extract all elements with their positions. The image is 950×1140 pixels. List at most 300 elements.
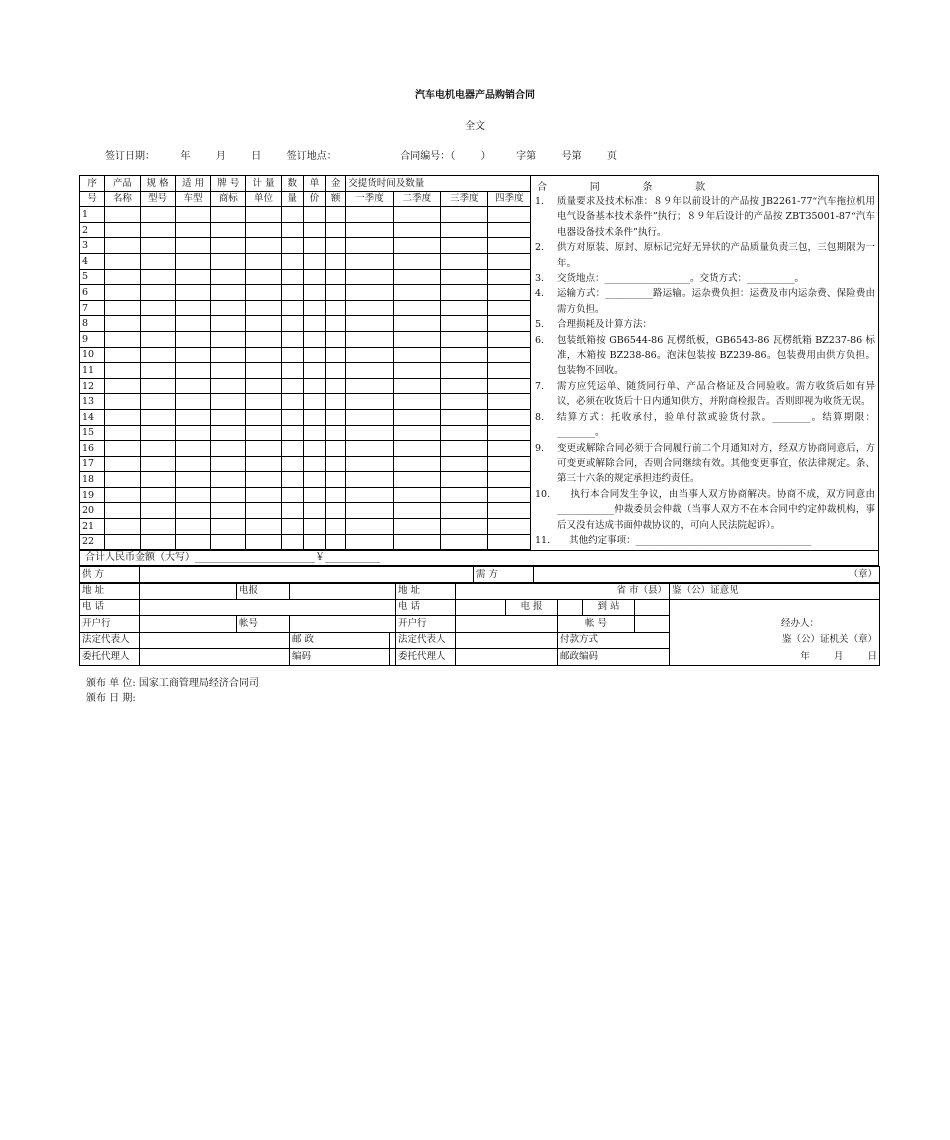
- table-cell[interactable]: [281, 534, 303, 550]
- table-cell[interactable]: [105, 503, 140, 519]
- table-cell[interactable]: [393, 238, 440, 254]
- table-cell[interactable]: [441, 331, 488, 347]
- table-cell[interactable]: [175, 253, 210, 269]
- table-cell[interactable]: [346, 222, 393, 238]
- table-cell[interactable]: [303, 331, 325, 347]
- table-cell[interactable]: [246, 487, 281, 503]
- table-cell[interactable]: [281, 409, 303, 425]
- table-row: [80, 285, 531, 301]
- table-cell[interactable]: [105, 534, 140, 550]
- table-cell[interactable]: [211, 425, 246, 441]
- table-cell[interactable]: [488, 534, 531, 550]
- table-cell[interactable]: [326, 472, 346, 488]
- table-cell[interactable]: [303, 534, 325, 550]
- table-cell[interactable]: [281, 487, 303, 503]
- table-cell[interactable]: [211, 363, 246, 379]
- table-cell[interactable]: [140, 425, 175, 441]
- table-cell[interactable]: [326, 519, 346, 535]
- table-cell[interactable]: [441, 456, 488, 472]
- table-cell[interactable]: [175, 363, 210, 379]
- table-cell[interactable]: [281, 316, 303, 332]
- table-cell[interactable]: [346, 503, 393, 519]
- table-cell[interactable]: [346, 269, 393, 285]
- table-cell[interactable]: [140, 394, 175, 410]
- table-cell[interactable]: [326, 456, 346, 472]
- table-cell[interactable]: [246, 363, 281, 379]
- table-cell[interactable]: [326, 487, 346, 503]
- table-cell[interactable]: [393, 222, 440, 238]
- table-cell[interactable]: [211, 534, 246, 550]
- table-cell[interactable]: [393, 269, 440, 285]
- table-cell[interactable]: [326, 394, 346, 410]
- table-cell[interactable]: [175, 472, 210, 488]
- table-cell[interactable]: [246, 331, 281, 347]
- table-cell[interactable]: [211, 472, 246, 488]
- table-cell[interactable]: [346, 238, 393, 254]
- table-cell[interactable]: [303, 238, 325, 254]
- table-cell[interactable]: [393, 409, 440, 425]
- table-cell[interactable]: [246, 394, 281, 410]
- table-cell[interactable]: [246, 378, 281, 394]
- table-cell[interactable]: [281, 347, 303, 363]
- table-cell[interactable]: [393, 503, 440, 519]
- table-cell[interactable]: [441, 534, 488, 550]
- table-cell[interactable]: [346, 207, 393, 223]
- table-cell[interactable]: [211, 441, 246, 457]
- table-cell[interactable]: [488, 519, 531, 535]
- table-cell[interactable]: [175, 456, 210, 472]
- table-cell[interactable]: [393, 347, 440, 363]
- table-cell[interactable]: [175, 269, 210, 285]
- table-cell[interactable]: [393, 207, 440, 223]
- table-cell[interactable]: [488, 207, 531, 223]
- table-cell[interactable]: [246, 425, 281, 441]
- supplier-phone-label: 电 话: [80, 599, 140, 616]
- table-cell[interactable]: [346, 441, 393, 457]
- table-cell[interactable]: [303, 253, 325, 269]
- notary-opinion: 鉴（公）证意见: [670, 583, 880, 600]
- table-cell[interactable]: [346, 394, 393, 410]
- table-cell[interactable]: [175, 441, 210, 457]
- table-cell[interactable]: [441, 394, 488, 410]
- table-cell[interactable]: [175, 222, 210, 238]
- table-cell[interactable]: [488, 222, 531, 238]
- table-cell[interactable]: [246, 519, 281, 535]
- table-cell[interactable]: [246, 441, 281, 457]
- table-cell[interactable]: [175, 394, 210, 410]
- table-cell[interactable]: [211, 238, 246, 254]
- page-subtitle: 全文: [465, 121, 485, 132]
- table-cell[interactable]: [105, 253, 140, 269]
- table-cell[interactable]: [488, 347, 531, 363]
- table-cell[interactable]: [441, 238, 488, 254]
- table-cell[interactable]: [211, 300, 246, 316]
- table-cell[interactable]: [441, 472, 488, 488]
- table-cell[interactable]: [303, 519, 325, 535]
- table-cell[interactable]: [140, 253, 175, 269]
- table-cell[interactable]: [105, 316, 140, 332]
- table-cell[interactable]: [303, 487, 325, 503]
- table-cell[interactable]: [246, 222, 281, 238]
- table-cell[interactable]: [393, 253, 440, 269]
- table-cell[interactable]: [281, 456, 303, 472]
- table-cell[interactable]: [140, 409, 175, 425]
- table-cell[interactable]: [326, 285, 346, 301]
- table-cell[interactable]: [488, 472, 531, 488]
- table-cell[interactable]: [105, 347, 140, 363]
- term-number: 5.: [535, 319, 545, 331]
- table-cell[interactable]: [281, 441, 303, 457]
- table-cell[interactable]: [246, 534, 281, 550]
- table-cell[interactable]: [211, 347, 246, 363]
- table-cell[interactable]: [326, 238, 346, 254]
- table-cell[interactable]: [393, 487, 440, 503]
- table-cell[interactable]: [441, 503, 488, 519]
- table-cell[interactable]: [393, 394, 440, 410]
- table-cell[interactable]: [326, 316, 346, 332]
- table-cell[interactable]: [105, 409, 140, 425]
- table-cell[interactable]: [140, 503, 175, 519]
- table-cell[interactable]: [175, 519, 210, 535]
- table-cell[interactable]: [346, 331, 393, 347]
- table-cell[interactable]: [175, 331, 210, 347]
- table-cell[interactable]: [105, 285, 140, 301]
- table-cell[interactable]: [281, 519, 303, 535]
- row-number: 9: [80, 331, 105, 347]
- table-cell[interactable]: [246, 253, 281, 269]
- table-cell[interactable]: [346, 378, 393, 394]
- table-cell[interactable]: [303, 425, 325, 441]
- table-cell[interactable]: [140, 347, 175, 363]
- table-cell[interactable]: [346, 519, 393, 535]
- table-cell[interactable]: [488, 238, 531, 254]
- table-cell[interactable]: [393, 425, 440, 441]
- supplier-address-field[interactable]: [140, 583, 237, 600]
- table-cell[interactable]: [175, 300, 210, 316]
- table-cell[interactable]: [105, 394, 140, 410]
- table-cell[interactable]: [211, 519, 246, 535]
- table-cell[interactable]: [105, 456, 140, 472]
- table-cell[interactable]: [303, 363, 325, 379]
- table-cell[interactable]: [140, 207, 175, 223]
- table-cell[interactable]: [346, 456, 393, 472]
- buyer-legal-rep-field[interactable]: [456, 632, 558, 649]
- party-table: [79, 566, 880, 584]
- table-cell[interactable]: [246, 269, 281, 285]
- table-cell[interactable]: [326, 347, 346, 363]
- table-cell[interactable]: [140, 441, 175, 457]
- table-cell[interactable]: [346, 472, 393, 488]
- table-cell[interactable]: [488, 394, 531, 410]
- table-cell[interactable]: [326, 269, 346, 285]
- table-cell[interactable]: [281, 394, 303, 410]
- table-cell[interactable]: [488, 503, 531, 519]
- buyer-account-field[interactable]: [635, 616, 670, 633]
- table-cell[interactable]: [140, 519, 175, 535]
- table-cell[interactable]: [281, 503, 303, 519]
- table-cell[interactable]: [246, 503, 281, 519]
- table-cell[interactable]: [346, 285, 393, 301]
- table-cell[interactable]: [441, 441, 488, 457]
- table-cell[interactable]: [105, 238, 140, 254]
- table-cell[interactable]: [303, 347, 325, 363]
- goods-table: [79, 175, 531, 550]
- table-cell[interactable]: [346, 253, 393, 269]
- table-cell[interactable]: [281, 207, 303, 223]
- table-cell[interactable]: [211, 331, 246, 347]
- table-cell[interactable]: [105, 487, 140, 503]
- table-cell[interactable]: [346, 409, 393, 425]
- table-cell[interactable]: [211, 269, 246, 285]
- table-cell[interactable]: [281, 300, 303, 316]
- buyer-bank-field[interactable]: [456, 616, 558, 633]
- table-cell[interactable]: [346, 534, 393, 550]
- table-cell[interactable]: [441, 425, 488, 441]
- table-cell[interactable]: [211, 222, 246, 238]
- table-cell[interactable]: [211, 409, 246, 425]
- table-cell[interactable]: [346, 425, 393, 441]
- payment-method-label: 付款方式: [558, 632, 670, 649]
- table-cell[interactable]: [281, 425, 303, 441]
- term-number: 3.: [535, 273, 545, 285]
- supplier-address-label: 地 址: [80, 583, 140, 600]
- table-cell[interactable]: [346, 300, 393, 316]
- table-cell[interactable]: [488, 253, 531, 269]
- table-cell[interactable]: [441, 519, 488, 535]
- table-cell[interactable]: [303, 285, 325, 301]
- table-cell[interactable]: [441, 409, 488, 425]
- table-cell[interactable]: [246, 285, 281, 301]
- table-cell[interactable]: [140, 269, 175, 285]
- notary-date: 年 月 日: [670, 649, 880, 666]
- table-cell[interactable]: [488, 487, 531, 503]
- table-cell[interactable]: [393, 456, 440, 472]
- table-cell[interactable]: [488, 316, 531, 332]
- table-cell[interactable]: [441, 300, 488, 316]
- table-cell[interactable]: [346, 347, 393, 363]
- buyer-station-field[interactable]: [635, 599, 670, 616]
- table-cell[interactable]: [326, 409, 346, 425]
- quarter-header: 四季度: [488, 191, 531, 207]
- table-cell[interactable]: [326, 534, 346, 550]
- table-cell[interactable]: [140, 331, 175, 347]
- table-cell[interactable]: [105, 207, 140, 223]
- table-cell[interactable]: [281, 253, 303, 269]
- table-cell[interactable]: [303, 456, 325, 472]
- table-cell[interactable]: [281, 269, 303, 285]
- table-cell[interactable]: [175, 347, 210, 363]
- table-cell[interactable]: [105, 363, 140, 379]
- table-cell[interactable]: [281, 238, 303, 254]
- table-cell[interactable]: [281, 222, 303, 238]
- table-cell[interactable]: [246, 409, 281, 425]
- table-cell[interactable]: [175, 503, 210, 519]
- table-cell[interactable]: [140, 487, 175, 503]
- term-number: 1.: [535, 196, 545, 207]
- table-cell[interactable]: [175, 487, 210, 503]
- buyer-postcode-label: 邮政编码: [558, 649, 670, 666]
- agent-person: 经办人：: [670, 616, 880, 633]
- table-cell[interactable]: [140, 378, 175, 394]
- table-cell[interactable]: [393, 441, 440, 457]
- table-cell[interactable]: [441, 347, 488, 363]
- table-cell[interactable]: [175, 238, 210, 254]
- buyer-telegram-field[interactable]: [558, 599, 583, 616]
- table-cell[interactable]: [488, 331, 531, 347]
- table-cell[interactable]: [140, 285, 175, 301]
- table-cell[interactable]: [246, 472, 281, 488]
- table-row: [80, 425, 531, 441]
- table-cell[interactable]: [326, 253, 346, 269]
- table-cell[interactable]: [211, 207, 246, 223]
- supplier-field[interactable]: [140, 567, 474, 584]
- table-cell[interactable]: [246, 207, 281, 223]
- row-number: 22: [80, 534, 105, 550]
- table-cell[interactable]: [175, 285, 210, 301]
- table-cell[interactable]: [246, 300, 281, 316]
- table-cell[interactable]: [488, 269, 531, 285]
- row-number: 11: [80, 363, 105, 379]
- table-cell[interactable]: [105, 519, 140, 535]
- table-cell[interactable]: [393, 534, 440, 550]
- table-cell[interactable]: [211, 456, 246, 472]
- table-cell[interactable]: [140, 534, 175, 550]
- table-cell[interactable]: [303, 409, 325, 425]
- table-cell[interactable]: [393, 285, 440, 301]
- table-cell[interactable]: [393, 331, 440, 347]
- table-cell[interactable]: [393, 363, 440, 379]
- table-cell[interactable]: [393, 300, 440, 316]
- table-cell[interactable]: [105, 300, 140, 316]
- table-cell[interactable]: [326, 425, 346, 441]
- table-cell[interactable]: [211, 253, 246, 269]
- table-cell[interactable]: [303, 441, 325, 457]
- table-cell[interactable]: [211, 316, 246, 332]
- buyer-phone-field[interactable]: [456, 599, 506, 616]
- table-cell[interactable]: [441, 253, 488, 269]
- table-cell[interactable]: [393, 378, 440, 394]
- table-cell[interactable]: [140, 222, 175, 238]
- table-cell[interactable]: [346, 363, 393, 379]
- supplier-proxy-field[interactable]: [140, 649, 290, 666]
- table-cell[interactable]: [140, 472, 175, 488]
- table-cell[interactable]: [175, 534, 210, 550]
- table-cell[interactable]: [326, 222, 346, 238]
- table-cell[interactable]: [393, 472, 440, 488]
- table-cell[interactable]: [303, 378, 325, 394]
- table-cell[interactable]: [303, 222, 325, 238]
- table-cell[interactable]: [346, 316, 393, 332]
- table-cell[interactable]: [441, 316, 488, 332]
- table-cell[interactable]: [140, 456, 175, 472]
- table-cell[interactable]: [281, 472, 303, 488]
- table-cell[interactable]: [303, 503, 325, 519]
- table-cell[interactable]: [303, 207, 325, 223]
- table-cell[interactable]: [488, 378, 531, 394]
- table-cell[interactable]: [326, 300, 346, 316]
- supplier-phone-field[interactable]: [140, 599, 396, 616]
- table-cell[interactable]: [488, 456, 531, 472]
- table-cell[interactable]: [175, 425, 210, 441]
- table-cell[interactable]: [488, 300, 531, 316]
- table-cell[interactable]: [281, 331, 303, 347]
- table-cell[interactable]: [326, 331, 346, 347]
- table-cell[interactable]: [441, 363, 488, 379]
- table-cell[interactable]: [488, 285, 531, 301]
- table-cell[interactable]: [441, 207, 488, 223]
- table-cell[interactable]: [246, 456, 281, 472]
- table-cell[interactable]: [303, 472, 325, 488]
- table-cell[interactable]: [441, 269, 488, 285]
- table-cell[interactable]: [303, 269, 325, 285]
- table-cell[interactable]: [326, 503, 346, 519]
- table-cell[interactable]: [105, 472, 140, 488]
- table-cell[interactable]: [441, 378, 488, 394]
- table-cell[interactable]: [488, 425, 531, 441]
- table-cell[interactable]: [441, 285, 488, 301]
- table-cell[interactable]: [140, 300, 175, 316]
- table-cell[interactable]: [441, 487, 488, 503]
- table-cell[interactable]: [281, 363, 303, 379]
- table-cell[interactable]: [246, 238, 281, 254]
- table-cell[interactable]: [303, 300, 325, 316]
- table-cell[interactable]: [303, 316, 325, 332]
- table-cell[interactable]: [105, 441, 140, 457]
- supplier-telegram-field[interactable]: [290, 583, 396, 600]
- table-cell[interactable]: [393, 316, 440, 332]
- table-cell[interactable]: [211, 394, 246, 410]
- table-cell[interactable]: [211, 378, 246, 394]
- table-cell[interactable]: [140, 238, 175, 254]
- table-row: [80, 300, 531, 316]
- table-cell[interactable]: [211, 487, 246, 503]
- table-cell[interactable]: [281, 378, 303, 394]
- table-cell[interactable]: [303, 394, 325, 410]
- supplier-account-field[interactable]: [290, 616, 396, 633]
- table-cell[interactable]: [140, 316, 175, 332]
- table-cell[interactable]: [441, 222, 488, 238]
- table-cell[interactable]: [211, 285, 246, 301]
- table-cell[interactable]: [175, 316, 210, 332]
- supplier-legal-rep-field[interactable]: [140, 632, 290, 649]
- table-cell[interactable]: [175, 409, 210, 425]
- table-cell[interactable]: [246, 347, 281, 363]
- table-cell[interactable]: [105, 425, 140, 441]
- table-cell[interactable]: [393, 519, 440, 535]
- table-cell[interactable]: [346, 487, 393, 503]
- table-cell[interactable]: [140, 363, 175, 379]
- buyer-proxy-field[interactable]: [456, 649, 558, 666]
- table-cell[interactable]: [326, 363, 346, 379]
- table-cell[interactable]: [211, 503, 246, 519]
- table-cell[interactable]: [105, 269, 140, 285]
- table-cell[interactable]: [488, 409, 531, 425]
- table-cell[interactable]: [105, 331, 140, 347]
- table-cell[interactable]: [105, 378, 140, 394]
- table-cell[interactable]: [326, 441, 346, 457]
- table-cell[interactable]: [488, 363, 531, 379]
- supplier-bank-field[interactable]: [140, 616, 237, 633]
- row-number: 4: [80, 253, 105, 269]
- table-cell[interactable]: [326, 207, 346, 223]
- table-cell[interactable]: [326, 378, 346, 394]
- table-cell[interactable]: [246, 316, 281, 332]
- table-cell[interactable]: [281, 285, 303, 301]
- table-cell[interactable]: [105, 222, 140, 238]
- table-cell[interactable]: [175, 378, 210, 394]
- table-cell[interactable]: [488, 441, 531, 457]
- table-cell[interactable]: [175, 207, 210, 223]
